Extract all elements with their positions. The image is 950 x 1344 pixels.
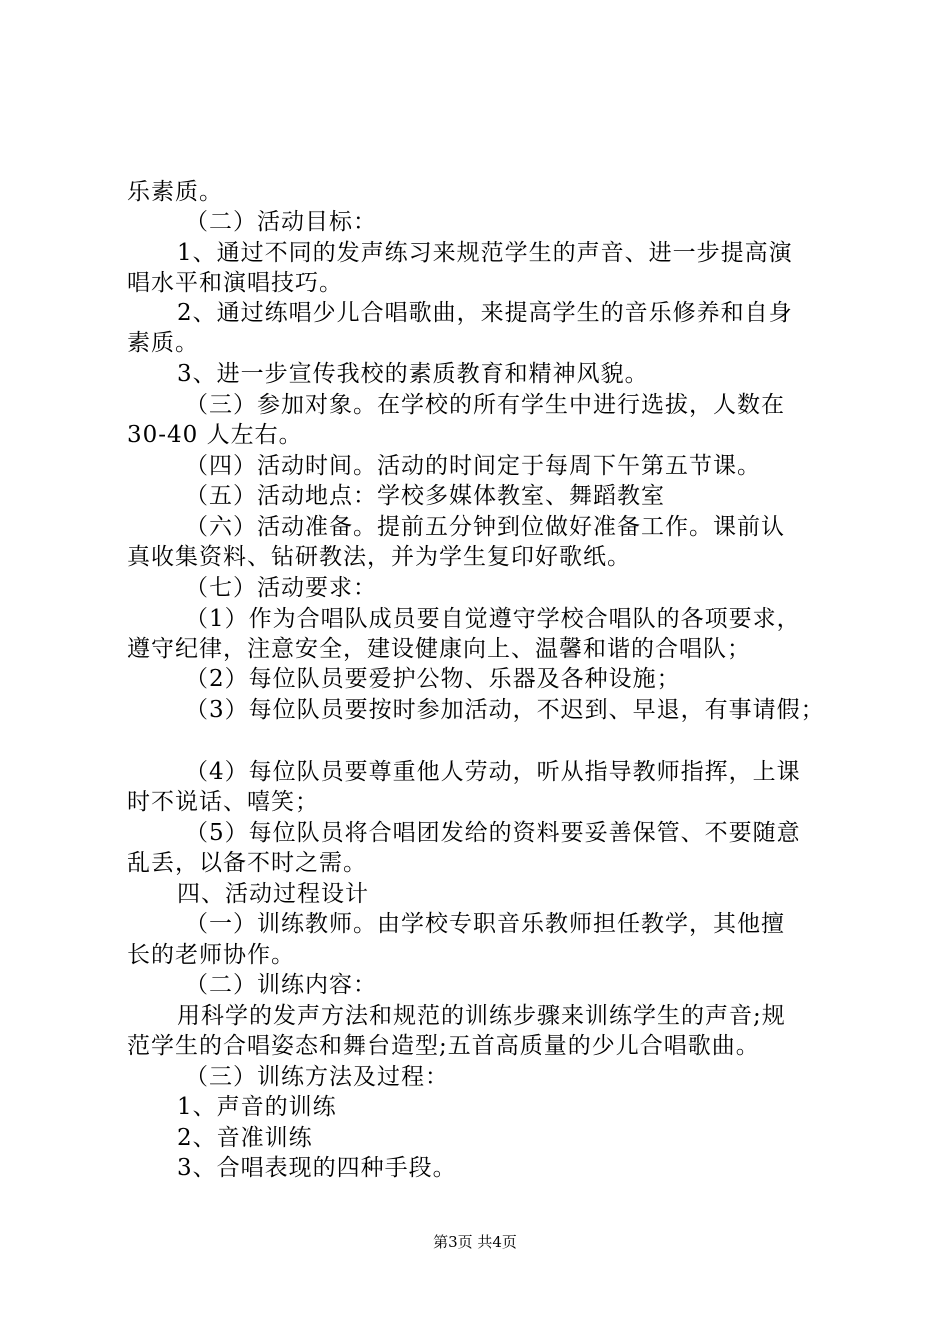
- text-line: （3）每位队员要按时参加活动，不迟到、早退，有事请假；: [185, 697, 825, 723]
- text-line: （二）训练内容：: [185, 972, 377, 998]
- text-line: （二）活动目标：: [185, 209, 377, 235]
- text-line: （六）活动准备。提前五分钟到位做好准备工作。课前认: [185, 514, 785, 540]
- text-line: 30-40 人左右。: [127, 422, 303, 448]
- text-line: 1、声音的训练: [177, 1094, 337, 1120]
- text-line: 素质。: [127, 330, 199, 356]
- text-line: （5）每位队员将合唱团发给的资料要妥善保管、不要随意: [185, 820, 801, 846]
- text-line: （一）训练教师。由学校专职音乐教师担任教学，其他擅: [185, 911, 785, 937]
- text-line: 时不说话、嘻笑；: [127, 789, 319, 815]
- section-heading: 四、活动过程设计: [177, 881, 369, 907]
- text-line: （七）活动要求：: [185, 575, 377, 601]
- text-line: （1）作为合唱队成员要自觉遵守学校合唱队的各项要求，: [185, 606, 801, 632]
- text-line: 乱丢，以备不时之需。: [127, 850, 367, 876]
- text-line: 真收集资料、钻研教法，并为学生复印好歌纸。: [127, 544, 631, 570]
- text-line: （三）参加对象。在学校的所有学生中进行选拔，人数在: [185, 392, 785, 418]
- text-line: 长的老师协作。: [127, 942, 295, 968]
- text-line: 范学生的合唱姿态和舞台造型;五首高质量的少儿合唱歌曲。: [127, 1033, 760, 1059]
- page-footer: 第3页 共4页: [433, 1233, 517, 1251]
- text-line: （四）活动时间。活动的时间定于每周下午第五节课。: [185, 453, 761, 479]
- text-line: 2、通过练唱少儿合唱歌曲，来提高学生的音乐修养和自身: [177, 300, 793, 326]
- text-line: （三）训练方法及过程：: [185, 1064, 449, 1090]
- text-line: 3、进一步宣传我校的素质教育和精神风貌。: [177, 361, 649, 387]
- text-line: 1、通过不同的发声练习来规范学生的声音、进一步提高演: [177, 240, 793, 266]
- text-line: 遵守纪律，注意安全，建设健康向上、温馨和谐的合唱队；: [127, 636, 751, 662]
- text-line: 用科学的发声方法和规范的训练步骤来训练学生的声音;规: [177, 1003, 786, 1029]
- text-line: 3、合唱表现的四种手段。: [177, 1155, 457, 1181]
- text-line: 2、音准训练: [177, 1125, 313, 1151]
- text-line: 乐素质。: [127, 179, 223, 205]
- text-line: （五）活动地点：学校多媒体教室、舞蹈教室: [185, 483, 665, 509]
- text-line: （2）每位队员要爱护公物、乐器及各种设施；: [185, 666, 681, 692]
- text-line: （4）每位队员要尊重他人劳动，听从指导教师指挥，上课: [185, 759, 801, 785]
- text-line: 唱水平和演唱技巧。: [127, 270, 343, 296]
